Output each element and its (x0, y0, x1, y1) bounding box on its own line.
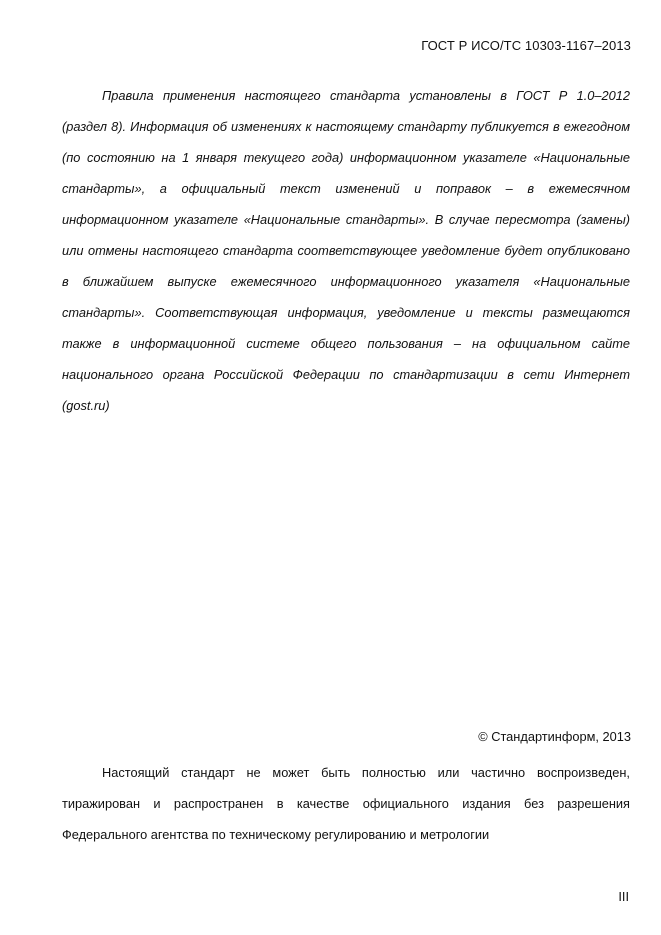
document-code: ГОСТ Р ИСО/ТС 10303-1167–2013 (421, 38, 631, 53)
page-number: III (618, 889, 629, 904)
standard-application-notice: Правила применения настоящего стандарта установлены в ГОСТ Р 1.0–2012 (раздел 8). Информация об изменениях к настоящему стандарту публикуется в ежегодном (по состоянию на 1 января текущего года) информационном указателе «Национальные стандарты», а официальный текст изменений и поправок – в ежемесячном информационном указателе «Национальные стандарты». В случае пересмотра (замены) или отмены настоящего стандарта соответствующее уведомление будет опубликовано в ближайшем выпуске ежемесячного информационного указателя «Национальные стандарты». Соответствующая информация, уведомление и тексты размещаются также в информационной системе общего пользования – на официальном сайте национального органа Российской Федерации по стандартизации в сети Интернет (gost.ru) (62, 88, 630, 413)
reproduction-restriction-notice: Настоящий стандарт не может быть полностью или частично воспроизведен, тиражирован и распространен в качестве официального издания без разрешения Федерального агентства по техническому регулированию и метрологии (62, 765, 630, 842)
copyright-line: © Стандартинформ, 2013 (478, 729, 631, 744)
